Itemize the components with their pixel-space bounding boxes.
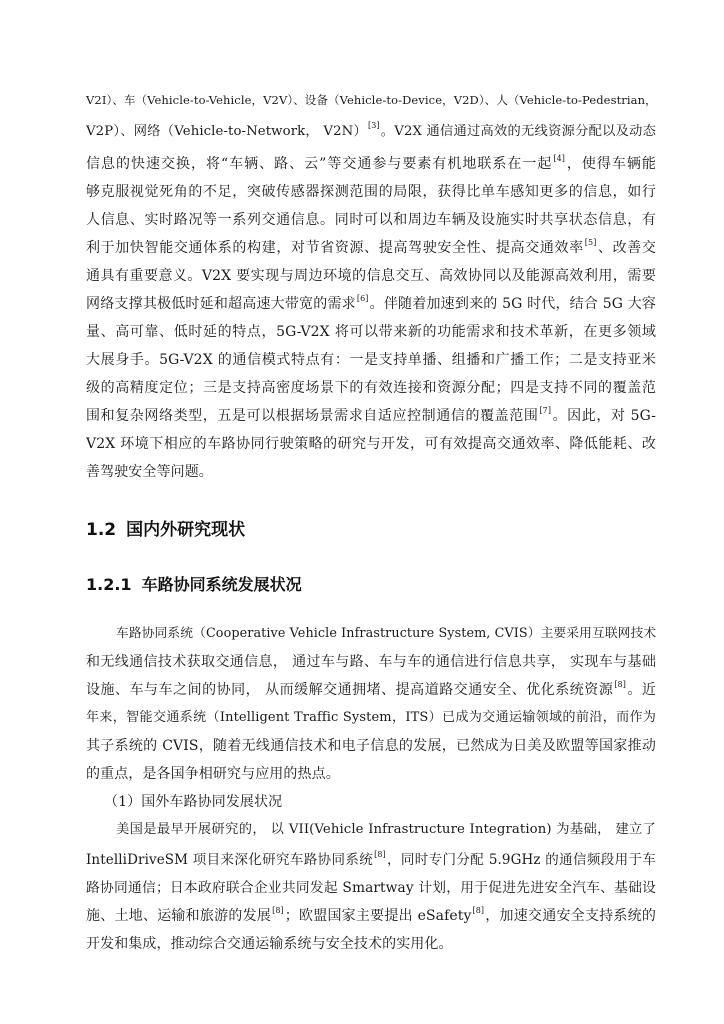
body-text-line: 其子系统的 CVIS，随着无线通信技术和电子信息的发展，已然成为日美及欧盟等国家推动 [86, 738, 656, 754]
section-number: 1.2 [86, 520, 117, 540]
subsection-title: 车路协同系统发展状况 [141, 575, 302, 594]
citation-ref[interactable]: [3] [367, 121, 380, 130]
subsection-heading [86, 573, 302, 597]
body-text-line: 年来，智能交通系统（Intelligent Traffic System，ITS）已成为交通运输领域的前沿，而作为 [86, 710, 656, 725]
body-text-line: 车路协同系统（Cooperative Vehicle Infrastructure System, CVIS）主要采用互联网技术 [116, 626, 657, 641]
body-text-line: 开发和集成，推动综合交通运输系统与安全技术的实用化。 [86, 936, 453, 952]
citation-ref[interactable]: [6] [356, 294, 369, 303]
body-text-line: 善驾驶安全等问题。 [86, 464, 213, 480]
citation-ref[interactable]: [4] [553, 154, 565, 163]
body-text-line: 人信息、实时路况等一系列交通信息。同时可以和周边车辆及设施实时共享状态信息，有 [86, 212, 656, 228]
body-text-line: 利于加快智能交通体系的构建，对节省资源、提高驾驶安全性、提高交通效率[5]、改善交 [86, 238, 656, 256]
body-text-line: IntelliDriveSM 项目来深化研究车路协同系统[8]，同时专门分配 5.9GHz 的通信频段用于车 [86, 850, 656, 868]
body-text-line: 施、土地、运输和旅游的发展[8]；欧盟国家主要提出 eSafety[8]，加速交通安全支持系统的 [86, 906, 656, 924]
subsubheading: （1）国外车路协同发展状况 [104, 794, 283, 810]
body-text-line: 量、高可靠、低时延的特点，5G-V2X 将可以带来新的功能需求和技术革新，在更多领域 [86, 324, 656, 340]
subsection-number: 1.2.1 [86, 575, 132, 594]
section-heading [86, 518, 245, 542]
body-text-line: 通具有重要意义。V2X 要实现与周边环境的信息交互、高效协同以及能源高效利用，需要 [86, 268, 656, 284]
citation-ref[interactable]: [7] [539, 406, 552, 415]
citation-ref[interactable]: [8] [272, 906, 284, 915]
citation-ref[interactable]: [8] [472, 906, 485, 915]
citation-ref[interactable]: [8] [614, 680, 626, 689]
body-text-line: V2I）、车（Vehicle-to-Vehicle，V2V）、设备（Vehicle-to-Device，V2D）、人（Vehicle-to-Pedestrian， [86, 93, 657, 107]
body-text-line: 信息的快速交换，将“车辆、路、云”等交通参与要素有机地联系在一起[4]，使得车辆能 [86, 154, 656, 172]
body-text-line: 大展身手。5G-V2X 的通信模式特点有：一是支持单播、组播和广播工作；二是支持亚米 [86, 352, 656, 368]
body-text-line: 网络支撑其极低时延和超高速大带宽的需求[6]。伴随着加速到来的 5G 时代，结合 5G 大容 [86, 294, 656, 312]
body-text-line: 够克服视觉死角的不足，突破传感器探测范围的局限，获得比单车感知更多的信息，如行 [86, 184, 656, 200]
body-text-line: 的重点，是各国争相研究与应用的热点。 [86, 766, 340, 782]
body-text-line: V2X 环境下相应的车路协同行驶策略的研究与开发，可有效提高交通效率、降低能耗、改 [86, 436, 656, 452]
citation-ref[interactable]: [5] [584, 238, 597, 247]
body-text-line: 级的高精度定位；三是支持高密度场景下的有效连接和资源分配；四是支持不同的覆盖范 [86, 380, 656, 396]
citation-ref[interactable]: [8] [374, 850, 386, 859]
body-text-line: 美国是最早开展研究的， 以 VII(Vehicle Infrastructure Integration) 为基础， 建立了 [116, 822, 656, 837]
body-text-line: 和无线通信技术获取交通信息， 通过车与路、车与车的通信进行信息共享， 实现车与基础 [86, 654, 656, 670]
body-text-line: 设施、车与车之间的协同， 从而缓解交通拥堵、提高道路交通安全、优化系统资源[8]。近 [86, 680, 656, 698]
body-text-line: V2P）、网络（Vehicle-to-Network， V2N）[3]。V2X 通信通过高效的无线资源分配以及动态 [86, 121, 656, 139]
section-title: 国内外研究现状 [126, 520, 246, 540]
body-text-line: 围和复杂网络类型，五是可以根据场景需求自适应控制通信的覆盖范围[7]。因此，对 5G- [86, 406, 656, 424]
body-text-line: 路协同通信；日本政府联合企业共同发起 Smartway 计划，用于促进先进安全汽车、基础设 [86, 880, 656, 896]
